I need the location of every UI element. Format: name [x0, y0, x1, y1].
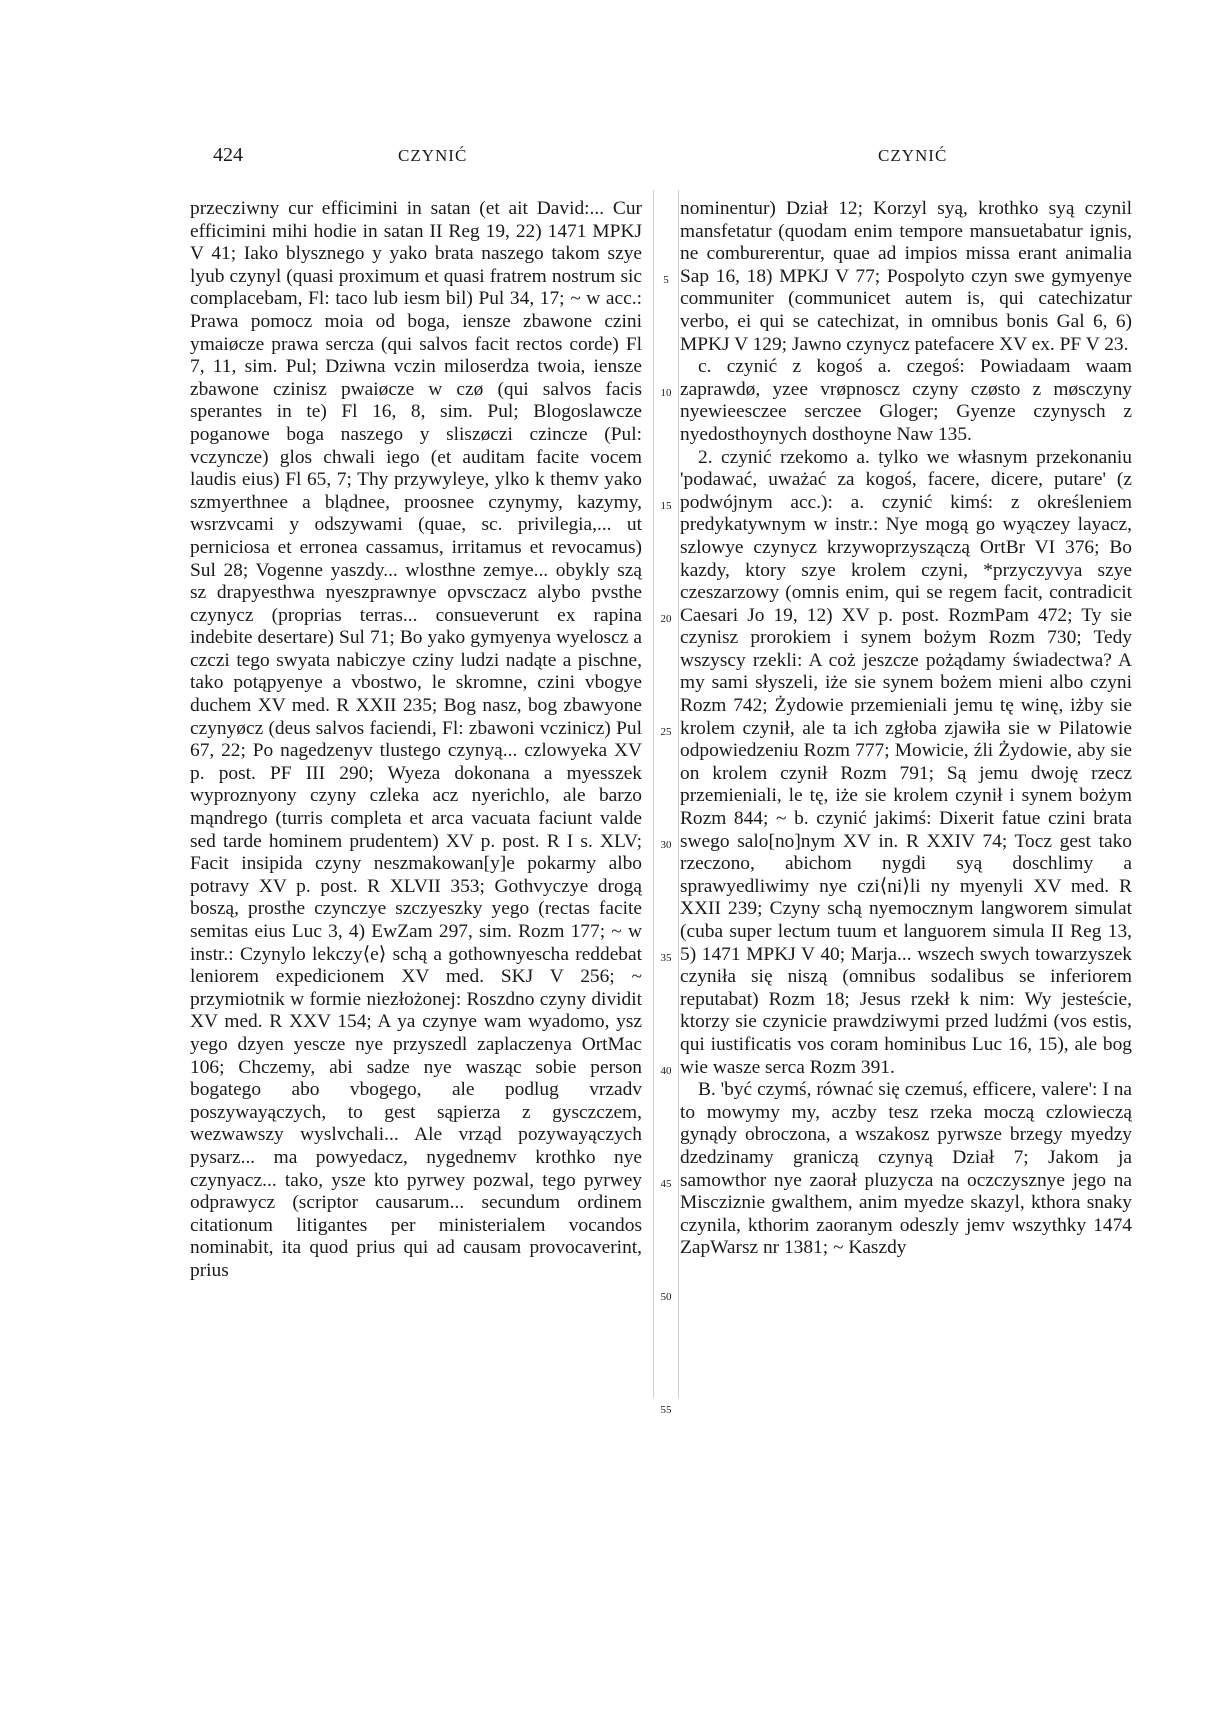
line-number: 45 — [660, 1178, 672, 1190]
right-column-paragraph: B. 'być czymś, równać się czemuś, efficere, valere': I na to mowymy my, aczby tesz rzeka moczą czlowieczą gynądy obroczona, a wszakosz pyrwsze brzegy myedzy dzedzinamy graniczą czynyą Dział 7; Jakom ja samowthor nye zaorał pluzycza na oczczysznye jego na Miscziznie gwalthem, anim myedze skazyl, kthora snaky czynila, kthorim zaoranym odeszly jemv wszythky 1474 ZapWarsz nr 1381; ~ Kaszdy — [680, 1079, 1132, 1259]
left-column-entry: przecziwny cur efficimini in satan (et ait David:... Cur efficimini mihi hodie in satan II Reg 19, 22) 1471 MPKJ V 41; Iako blysznego y yako brata naszego takom szye lyub czynyl (quasi proximum et quasi fratrem nostrum sic complacebam, Fl: taco lub iesm bil) Pul 34, 17; ~ w acc.: Prawa pomocz moia od boga, iensze zbawone czini ymaiøcze prawa sercza (qui salvos facit rectos corde) Fl 7, 11, sim. Pul; Dziwna vczin miloserdza twoia, iensze zbawone czinisz pwaiøcze w czø (qui salvos facis sperantes in te) Fl 16, 8, sim. Pul; Blogoslawcze poganowe boga naszego y sliszøczi czincze (Pul: vczyncze) glos chwali iego (et auditam facite vocem laudis eius) Fl 65, 7; Thy przywyleye, ylko k themv yako szmyerthnee a blądnee, proosnee czynymy, kazymy, wsrzvcami y odszywami (quae, sc. privilegia,... ut perniciosa et erronea cassamus, irritamus et revocamus) Sul 28; Vogenne yaszdy... wlosthne zemye... obykly szą sz drapyesthwa nyeszprawnye opvsczacz alybo pvsthe czynycz (proprias terras... consueverunt ex rapina indebite desertare) Sul 71; Bo yako gymyenya wyeloscz a czczi tego swyata nabiczye cziny ludzi nadąte a pischne, tako potąpyenye a vbostwo, le skromne, czini vbogye duchem XV med. R XXII 235; Bog nasz, bog zbawyone czynyøcz (deus salvos faciendi, Fl: zbawoni vczinicz) Pul 67, 22; Po nagedzenyv tlustego czynyą... czlowyeka XV p. post. PF III 290; Wyeza dokonana a myesszek wyproznyony czyny czleka acz nyerichlo, ale barzo mąndrego (turris completa et arca vacuata faciunt valde sed tarde hominem prudentem) XV p. post. R I s. XLV; Facit insipida czyny neszmakowan[y]e pokarmy albo potravy XV p. post. R XLVII 353; Gothvyczye drogą boszą, prosthe czynczye szczyeszky yego (rectas facite semitas eius Luc 3, 4) EwZam 297, sim. Rozm 177; ~ w instr.: Czynylo lekczy⟨e⟩ schą a gothownyescha reddebat leniorem expedicionem XV med. SKJ V 256; ~ przymiotnik w formie niezłożonej: Roszdno czyny dividit XV med. R XXV 154; A ya czynye wam wyadomo, ysz yego dzyen yescze nye przyszedl zaplaczenya OrtMac 106; Chczemy, abi sadze nye wasząc sobie person bogatego abo vbogego, ale podlug vrzadv poszywayączych, to gest sąpierza z gysczczem, wezwawszy wyslvchali... Ale vrząd pozywayączych pysarz... ma powyedacz, nygednemv krothko nye czynyacz... tako, ysze kto pyrwey pozwal, tego pyrwey odprawycz (scriptor causarum... secundum ordinem citationum litigantes per ministerialem vocandos nominabit, ita quod prius qui ad causam provocaverint, prius — [190, 198, 642, 1281]
line-number: 30 — [660, 839, 672, 851]
column-rule-right — [678, 190, 679, 1398]
column-rule-left — [653, 190, 654, 1398]
line-number: 50 — [660, 1291, 672, 1303]
right-column-paragraph: nominentur) Dział 12; Korzyl syą, krothko syą czynil mansfetatur (quodam enim tempore mansuetabatur ignis, ne comburerentur, quae ad impios missa erant animalia Sap 16, 18) MPKJ V 77; Pospolyto czyn swe gymyenye communiter (communicet autem is, qui catechizatur verbo, ei qui se catechizat, in omnibus bonis Gal 6, 6) MPKJ V 129; Jawno czynycz patefacere XV ex. PF V 23. — [680, 198, 1132, 355]
line-number: 55 — [660, 1404, 672, 1416]
right-column — [680, 198, 1132, 1260]
line-number: 40 — [660, 1065, 672, 1077]
left-column — [190, 198, 642, 1283]
line-number: 5 — [663, 274, 669, 286]
line-number: 15 — [660, 500, 672, 512]
running-head-left: CZYNIĆ — [398, 146, 468, 165]
right-column-paragraph: c. czynić z kogoś a. czegoś: Powiadaam waam zaprawdø, yzee vrøpnoscz czyny czøsto z møsczyny nyewieesczee serczee Gloger; Gyenze czynysch z nyedosthoynych dosthoyne Naw 135. — [680, 356, 1132, 445]
running-head-right: CZYNIĆ — [878, 146, 948, 165]
page-number: 424 — [213, 144, 243, 166]
line-number: 20 — [660, 613, 672, 625]
line-number: 35 — [660, 952, 672, 964]
line-number: 10 — [660, 387, 672, 399]
line-number: 25 — [660, 726, 672, 738]
right-column-paragraph: 2. czynić rzekomo a. tylko we własnym przekonaniu 'podawać, uważać za kogoś, facere, dicere, putare' (z podwójnym acc.): a. czynić kimś: z określeniem predykatywnym w instr.: Nye mogą go wyączey layacz, szlowye czynycz krzywoprzyszączą OrtBr VI 376; Bo kazdy, ktory szye krolem czyni, *przyczyvya szye czeszarzowy (omnis enim, qui se regem facit, contradicit Caesari Jo 19, 12) XV p. post. RozmPam 472; Ty sie czynisz prorokiem i synem bożym Rozm 730; Tedy wszyscy rzekli: A coż jeszcze pożądamy świadectwa? A my sami słyszeli, iże sie synem bożem mieni albo czyni Rozm 742; Żydowie przemieniali jemu tę winę, iżby sie krolem czynił, ale ta ich zgłoba zjawiła sie w Pilatowie odpowiedzeniu Rozm 777; Mowicie, źli Żydowie, aby sie on krolem czynił Rozm 791; Są jemu dwoję rzecz przemieniali, le tę, iże sie krolem czynił i synem bożym Rozm 844; ~ b. czynić jakimś: Dixerit fatue czini brata swego salo[no]nym XV in. R XXIV 74; Tocz gest tako rzeczono, abichom nygdi syą doschlimy a sprawyedliwimy nye czi⟨ni⟩li ny myenyli XV med. R XXII 239; Czyny schą nyemocznym langworem simulat (cuba super lectum tuum et languorem simula II Reg 13, 5) 1471 MPKJ V 40; Marja... wszech swych towarzyszek czyniła się niszą (omnibus sodalibus se inferiorem reputabat) Rozm 18; Jesus rzekł k nim: Wy jesteście, ktorzy sie czynicie prawdziwymi przed ludźmi (vos estis, qui iustificatis vos coram hominibus Luc 16, 15), ale bog wie wasze serca Rozm 391. — [680, 446, 1132, 1078]
